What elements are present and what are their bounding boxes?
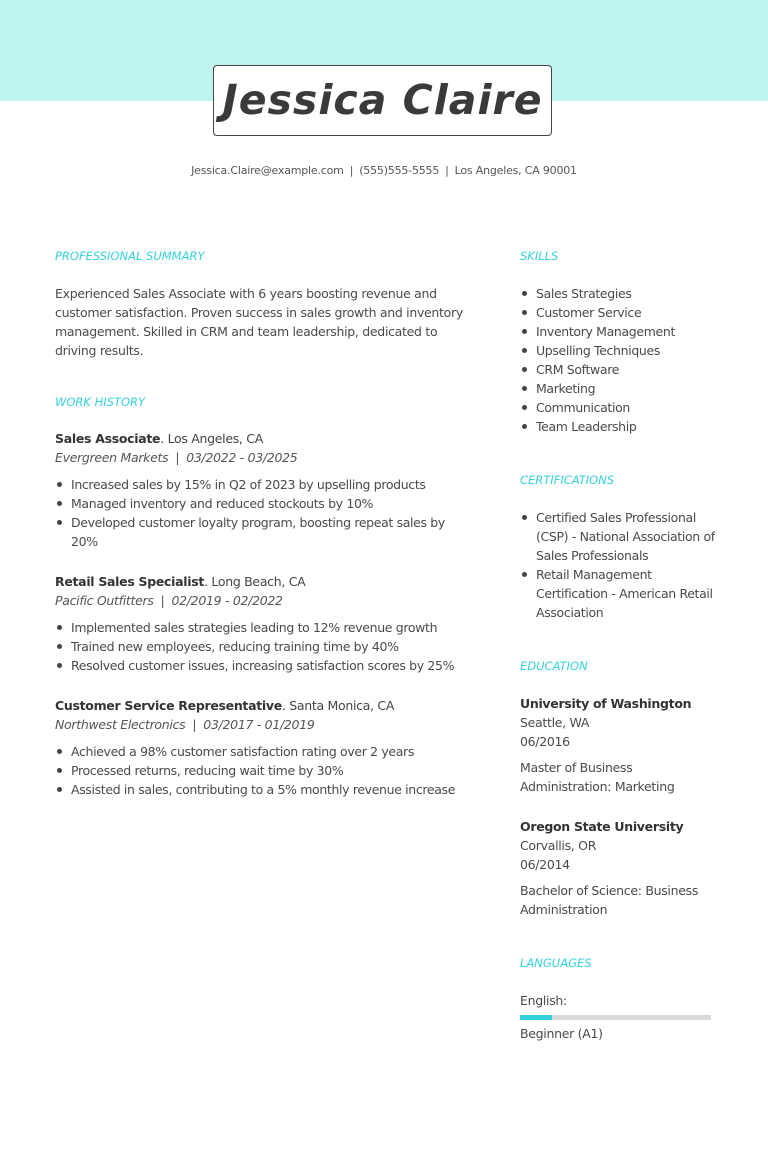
job-entry [55, 696, 475, 799]
language-proficiency-fill [520, 1015, 552, 1020]
job-entry [55, 429, 475, 551]
job-dates: 03/2017 - 01/2019 [203, 717, 315, 732]
education-entry [520, 817, 720, 919]
candidate-name: Jessica Claire [222, 76, 543, 124]
job-dates: 03/2022 - 03/2025 [186, 450, 298, 465]
certifications-heading: CERTIFICATIONS [520, 473, 615, 487]
job-bullet: Achieved a 98% customer satisfaction rating over 2 years [55, 742, 475, 761]
job-company: Pacific Outfitters [55, 593, 154, 608]
contact-separator: | [445, 164, 449, 177]
name-box [213, 65, 552, 136]
summary-text: Experienced Sales Associate with 6 years boosting revenue and customer satisfaction. Proven success in sales growth and inventory management. Skilled in CRM and team leadership, dedicated to driving results. [55, 286, 463, 358]
contact-separator: | [349, 164, 354, 177]
school-degree: Bachelor of Science: Business Administration [520, 883, 699, 917]
job-bullet: Managed inventory and reduced stockouts by 10% [55, 494, 475, 513]
skill-item: Sales Strategies [520, 284, 720, 303]
job-title-line [55, 429, 475, 448]
education-heading: EDUCATION [520, 659, 588, 673]
certification-item: Retail Management Certification - American Retail Association [520, 565, 720, 622]
summary-heading: PROFESSIONAL SUMMARY [55, 249, 205, 263]
job-company: Evergreen Markets [55, 450, 169, 465]
job-bullets [55, 742, 475, 799]
school-name: University of Washington [520, 696, 692, 711]
job-location: . Long Beach, CA [204, 574, 306, 589]
language-proficiency-bar [520, 1015, 711, 1020]
job-bullet: Implemented sales strategies leading to 12% revenue growth [55, 618, 475, 637]
job-company-line [55, 591, 475, 610]
skills-list [520, 284, 720, 436]
school-degree: Master of Business Administration: Marketing [520, 760, 675, 794]
work-history-heading: WORK HISTORY [55, 395, 146, 409]
job-bullet: Resolved customer issues, increasing satisfaction scores by 25% [55, 656, 475, 675]
skill-item: Team Leadership [520, 417, 720, 436]
job-title-line [55, 572, 475, 591]
skills-heading: SKILLS [520, 249, 559, 263]
contact-line [0, 164, 768, 177]
job-bullet: Increased sales by 15% in Q2 of 2023 by upselling products [55, 475, 475, 494]
contact-location: Los Angeles, CA 90001 [454, 164, 577, 177]
job-title: Sales Associate [55, 431, 161, 446]
school-name: Oregon State University [520, 819, 684, 834]
job-location: . Santa Monica, CA [281, 698, 395, 713]
skill-item: Customer Service [520, 303, 720, 322]
certification-item: Certified Sales Professional (CSP) - National Association of Sales Professionals [520, 508, 720, 565]
job-company-line [55, 448, 475, 467]
certifications-list [520, 508, 720, 622]
school-location: Corvallis, OR [520, 838, 597, 853]
skill-item: Marketing [520, 379, 720, 398]
skill-item: CRM Software [520, 360, 720, 379]
school-date: 06/2014 [520, 857, 570, 872]
language-entry [520, 991, 720, 1043]
language-name: English: [520, 993, 567, 1008]
job-separator: | [175, 450, 180, 465]
skill-item: Upselling Techniques [520, 341, 720, 360]
school-date: 06/2016 [520, 734, 570, 749]
job-title-line [55, 696, 475, 715]
skill-item: Inventory Management [520, 322, 720, 341]
job-bullet: Trained new employees, reducing training time by 40% [55, 637, 475, 656]
education-entry [520, 694, 720, 796]
languages-heading: LANGUAGES [520, 956, 592, 970]
job-bullets [55, 475, 475, 551]
job-location: . Los Angeles, CA [160, 431, 263, 446]
job-bullet: Processed returns, reducing wait time by 30% [55, 761, 475, 780]
job-dates: 02/2019 - 02/2022 [171, 593, 283, 608]
language-level: Beginner (A1) [520, 1026, 603, 1041]
job-title: Retail Sales Specialist [55, 574, 205, 589]
job-company: Northwest Electronics [55, 717, 186, 732]
job-bullets [55, 618, 475, 675]
contact-email: Jessica.Claire@example.com [191, 164, 344, 177]
job-separator: | [160, 593, 165, 608]
job-entry [55, 572, 475, 675]
job-separator: | [192, 717, 197, 732]
job-bullet: Developed customer loyalty program, boosting repeat sales by 20% [55, 513, 475, 551]
left-column [55, 249, 475, 799]
skill-item: Communication [520, 398, 720, 417]
job-bullet: Assisted in sales, contributing to a 5% monthly revenue increase [55, 780, 475, 799]
right-column [520, 249, 720, 1043]
contact-phone: (555)555-5555 [359, 164, 440, 177]
job-title: Customer Service Representative [55, 698, 282, 713]
job-company-line [55, 715, 475, 734]
school-location: Seattle, WA [520, 715, 590, 730]
